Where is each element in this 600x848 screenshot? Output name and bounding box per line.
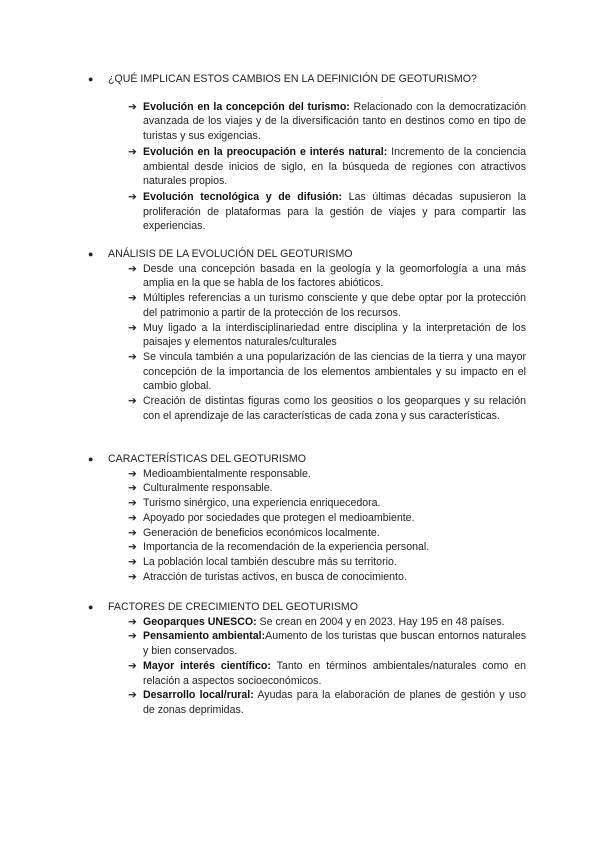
item-list [128, 262, 526, 424]
item-text: La población local también descubre más su territorio. [143, 555, 397, 568]
item-text: Las últimas décadas supusieron la proliferación de plataformas para la gestión de viajes y para compartir las experiencias. [143, 190, 526, 233]
item-text: Tanto en términos ambientales/naturales como en relación a aspectos socioeconómicos. [143, 659, 527, 687]
item-label: Geoparques UNESCO: [143, 615, 257, 628]
arrow-icon: ➔ [128, 526, 137, 539]
arrow-icon: ➔ [128, 482, 137, 495]
list-item [128, 100, 526, 144]
item-text: Se crean en 2004 y en 2023. Hay 195 en 48 países. [256, 615, 505, 628]
list-item [128, 688, 526, 717]
arrow-icon: ➔ [128, 630, 137, 643]
list-item [128, 555, 526, 570]
arrow-icon: ➔ [128, 321, 137, 334]
list-item [128, 511, 526, 526]
item-list [128, 615, 526, 718]
item-text: Aumento de los turistas que buscan entornos naturales y bien conservados. [143, 630, 527, 658]
arrow-icon: ➔ [128, 292, 137, 305]
item-text: Generación de beneficios económicos localmente. [143, 526, 380, 539]
section-factores-crecimiento [88, 600, 528, 718]
item-text: Importancia de la recomendación de la experiencia personal. [143, 541, 430, 554]
item-text: Relacionado con la democratización avanzada de los viajes y de la diversificación tanto en destinos como en tipo de turistas y sus exigencias. [143, 100, 526, 143]
item-text: Ayudas para la elaboración de planes de gestión y uso de zonas deprimidas. [143, 689, 526, 716]
arrow-icon: ➔ [128, 570, 137, 583]
arrow-icon: ➔ [128, 497, 137, 510]
arrow-icon: ➔ [128, 615, 137, 628]
list-item [128, 615, 526, 630]
arrow-icon: ➔ [128, 100, 137, 113]
arrow-icon: ➔ [128, 511, 137, 524]
item-label: Evolución en la concepción del turismo: [143, 100, 350, 113]
list-item [128, 526, 526, 541]
list-item [128, 570, 526, 585]
section-heading [88, 452, 528, 467]
item-text: Apoyado por sociedades que protegen el medioambiente. [143, 511, 415, 524]
item-text: Turismo sinérgico, una experiencia enriquecedora. [143, 497, 381, 510]
list-item [128, 481, 526, 496]
item-text: Se vincula también a una popularización de las ciencias de la tierra y una mayor concepción de la importancia de los elementos ambientales y su impacto en el cambio global. [143, 350, 526, 393]
item-label: Mayor interés científico: [143, 659, 271, 672]
list-item [128, 145, 526, 189]
arrow-icon: ➔ [128, 262, 137, 275]
item-list [128, 100, 526, 234]
list-item [128, 467, 526, 482]
section-title: FACTORES DE CRECIMIENTO DEL GEOTURISMO [108, 601, 358, 613]
list-item [128, 190, 526, 234]
section-title: CARACTERÍSTICAS DEL GEOTURISMO [108, 453, 306, 465]
bullet-icon: ● [88, 602, 94, 612]
section-caracteristicas [88, 452, 528, 584]
item-text: Atracción de turistas activos, en busca de conocimiento. [143, 570, 407, 583]
bullet-icon: ● [88, 249, 94, 259]
item-label: Evolución en la preocupación e interés natural: [143, 145, 388, 158]
section-heading [88, 72, 528, 87]
arrow-icon: ➔ [128, 190, 137, 203]
item-text: Medioambientalmente responsable. [143, 467, 311, 480]
list-item [128, 262, 526, 291]
section-heading [88, 247, 528, 262]
item-text: Creación de distintas figuras como los geositios o los geoparques y su relación con el aprendizaje de las características de cada zona y sus características. [143, 395, 526, 422]
list-item [128, 629, 526, 658]
arrow-icon: ➔ [128, 467, 137, 480]
arrow-icon: ➔ [128, 689, 137, 702]
arrow-icon: ➔ [128, 145, 137, 158]
section-analisis-evolucion [88, 247, 528, 423]
item-label: Desarrollo local/rural: [143, 689, 254, 702]
list-item [128, 350, 526, 394]
section-cambios-definicion [88, 72, 528, 235]
arrow-icon: ➔ [128, 541, 137, 554]
section-title: ANÁLISIS DE LA EVOLUCIÓN DEL GEOTURISMO [108, 248, 353, 260]
list-item [128, 496, 526, 511]
item-text: Muy ligado a la interdisciplinariedad entre disciplina y la interpretación de los paisajes y elementos naturales/culturales [143, 321, 526, 349]
arrow-icon: ➔ [128, 395, 137, 408]
arrow-icon: ➔ [128, 555, 137, 568]
arrow-icon: ➔ [128, 350, 137, 363]
section-heading [88, 600, 528, 615]
section-title: ¿QUÉ IMPLICAN ESTOS CAMBIOS EN LA DEFINICIÓN DE GEOTURISMO? [108, 73, 477, 85]
list-item [128, 659, 526, 688]
bullet-icon: ● [88, 454, 94, 464]
item-text: Incremento de la conciencia ambiental desde inicios de siglo, en la búsqueda de regiones con atractivos naturales propios. [143, 145, 526, 188]
list-item [128, 394, 526, 423]
item-list [128, 467, 526, 585]
item-label: Evolución tecnológica y de difusión: [143, 190, 343, 203]
list-item [128, 321, 526, 350]
item-text: Múltiples referencias a un turismo consciente y que debe optar por la protección del patrimonio a partir de la protección de los recursos. [143, 292, 526, 319]
bullet-icon: ● [88, 74, 94, 84]
item-label: Pensamiento ambiental: [143, 630, 266, 643]
arrow-icon: ➔ [128, 659, 137, 672]
item-text: Culturalmente responsable. [143, 482, 273, 495]
item-text: Desde una concepción basada en la geología y la geomorfología a una más amplia en la que se habla de los factores abióticos. [143, 262, 526, 290]
list-item [128, 540, 526, 555]
list-item [128, 291, 526, 320]
